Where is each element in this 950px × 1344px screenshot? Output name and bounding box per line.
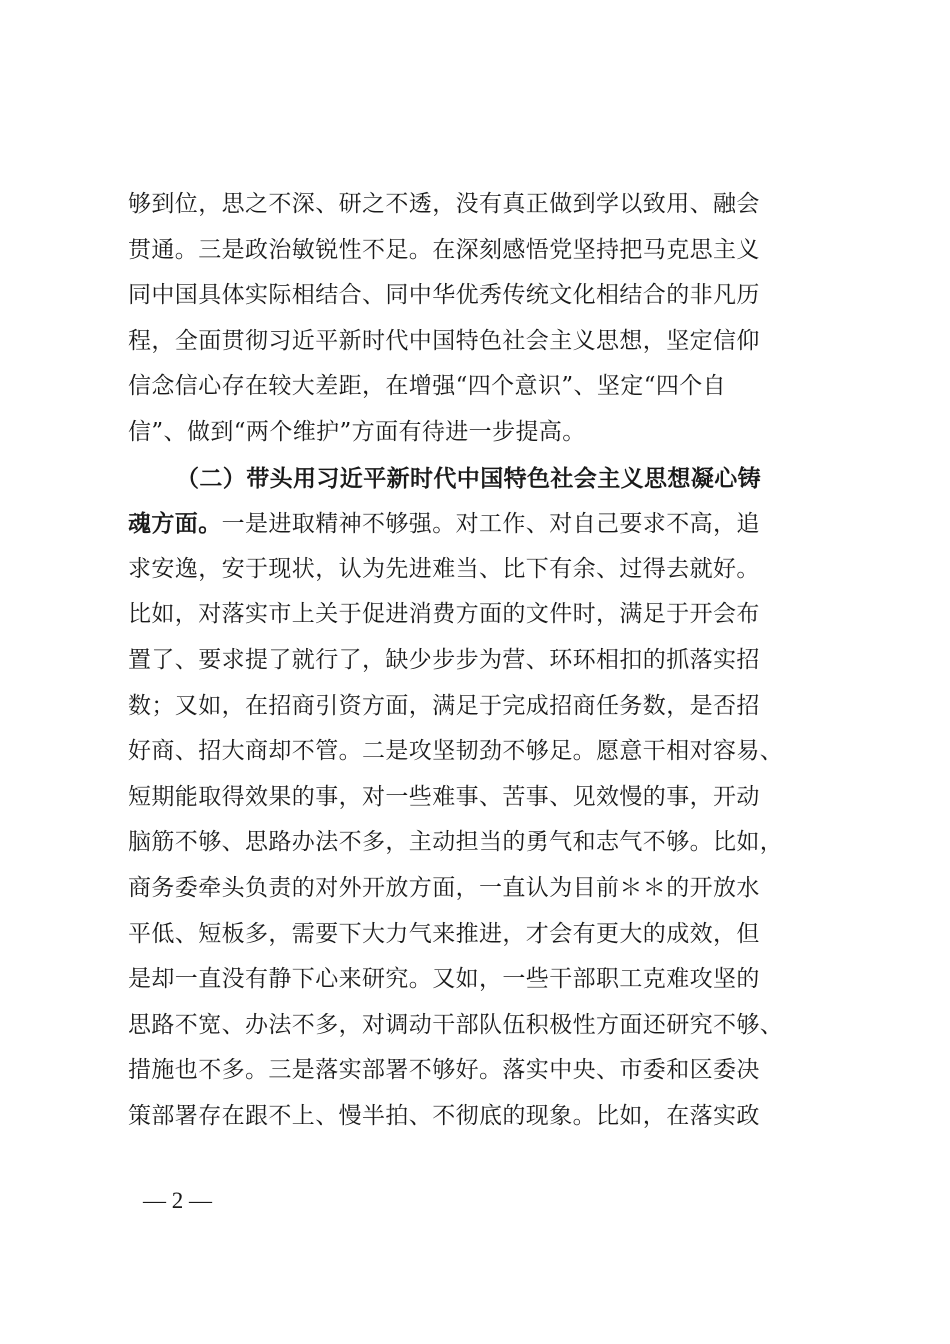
text-line (128, 182, 828, 228)
text-line (128, 501, 828, 547)
text-segment: 措施也不多。三是落实部署不够好。落实中央、市委和区委决 (128, 1057, 760, 1084)
text-segment: 数；又如，在招商引资方面，满足于完成招商任务数，是否招 (128, 692, 760, 719)
text-segment: 求安逸，安于现状，认为先进难当、比下有余、过得去就好。 (128, 555, 760, 582)
text-line (128, 684, 828, 730)
text-line (128, 273, 828, 319)
text-segment: 策部署存在跟不上、慢半拍、不彻底的现象。比如，在落实政 (128, 1102, 760, 1129)
text-line (128, 820, 828, 866)
text-segment: 是却一直没有静下心来研究。又如，一些干部职工克难攻坚的 (128, 966, 760, 993)
text-line (128, 1048, 828, 1094)
text-segment: 够到位，思之不深、研之不透，没有真正做到学以致用、融会 (128, 191, 760, 217)
text-segment: 脑筋不够、思路办法不多，主动担当的勇气和志气不够。比如， (128, 829, 784, 856)
text-segment: 贯通。三是政治敏锐性不足。在深刻感悟党坚持把马克思主义 (128, 236, 760, 263)
text-line (128, 547, 828, 593)
text-segment: 同中国具体实际相结合、同中华优秀传统文化相结合的非凡历 (128, 282, 760, 309)
text-segment: 程，全面贯彻习近平新时代中国特色社会主义思想，坚定信仰 (128, 327, 760, 354)
text-line (128, 912, 828, 958)
text-line (128, 775, 828, 821)
text-line (128, 957, 828, 1003)
text-segment: 商务委牵头负责的对外开放方面，一直认为目前＊＊的开放水 (128, 874, 760, 901)
text-segment: 置了、要求提了就行了，缺少步步为营、环环相扣的抓落实招 (128, 646, 760, 673)
text-line (128, 228, 828, 274)
text-segment: 好商、招大商却不管。二是攻坚韧劲不够足。愿意干相对容易、 (128, 738, 784, 765)
bold-heading-segment: （二）带头用习近平新时代中国特色社会主义思想凝心铸 (176, 464, 761, 492)
bold-heading-segment: 魂方面。 (128, 510, 222, 538)
text-segment: 信”、做到“两个维护”方面有待进一步提高。 (128, 418, 586, 445)
text-line (128, 364, 828, 410)
text-line (128, 592, 828, 638)
text-segment: 信念信心存在较大差距，在增强“四个意识”、坚定“四个自 (128, 373, 727, 400)
text-segment: 一是进取精神不够强。对工作、对自己要求不高，追 (221, 511, 760, 538)
text-segment: 比如，对落实市上关于促进消费方面的文件时，满足于开会布 (128, 601, 760, 628)
text-line (128, 319, 828, 365)
text-segment: 思路不宽、办法不多，对调动干部队伍积极性方面还研究不够、 (128, 1011, 784, 1038)
text-line (128, 456, 828, 502)
page-number: — 2 — (143, 1188, 212, 1213)
text-line (128, 1003, 828, 1049)
body-text (128, 182, 828, 1139)
text-line (128, 638, 828, 684)
text-segment: 短期能取得效果的事，对一些难事、苦事、见效慢的事，开动 (128, 783, 760, 810)
text-line (128, 410, 828, 456)
text-line (128, 1094, 828, 1140)
text-segment: 平低、短板多，需要下大力气来推进，才会有更大的成效，但 (128, 920, 760, 947)
text-line (128, 729, 828, 775)
text-line (128, 866, 828, 912)
